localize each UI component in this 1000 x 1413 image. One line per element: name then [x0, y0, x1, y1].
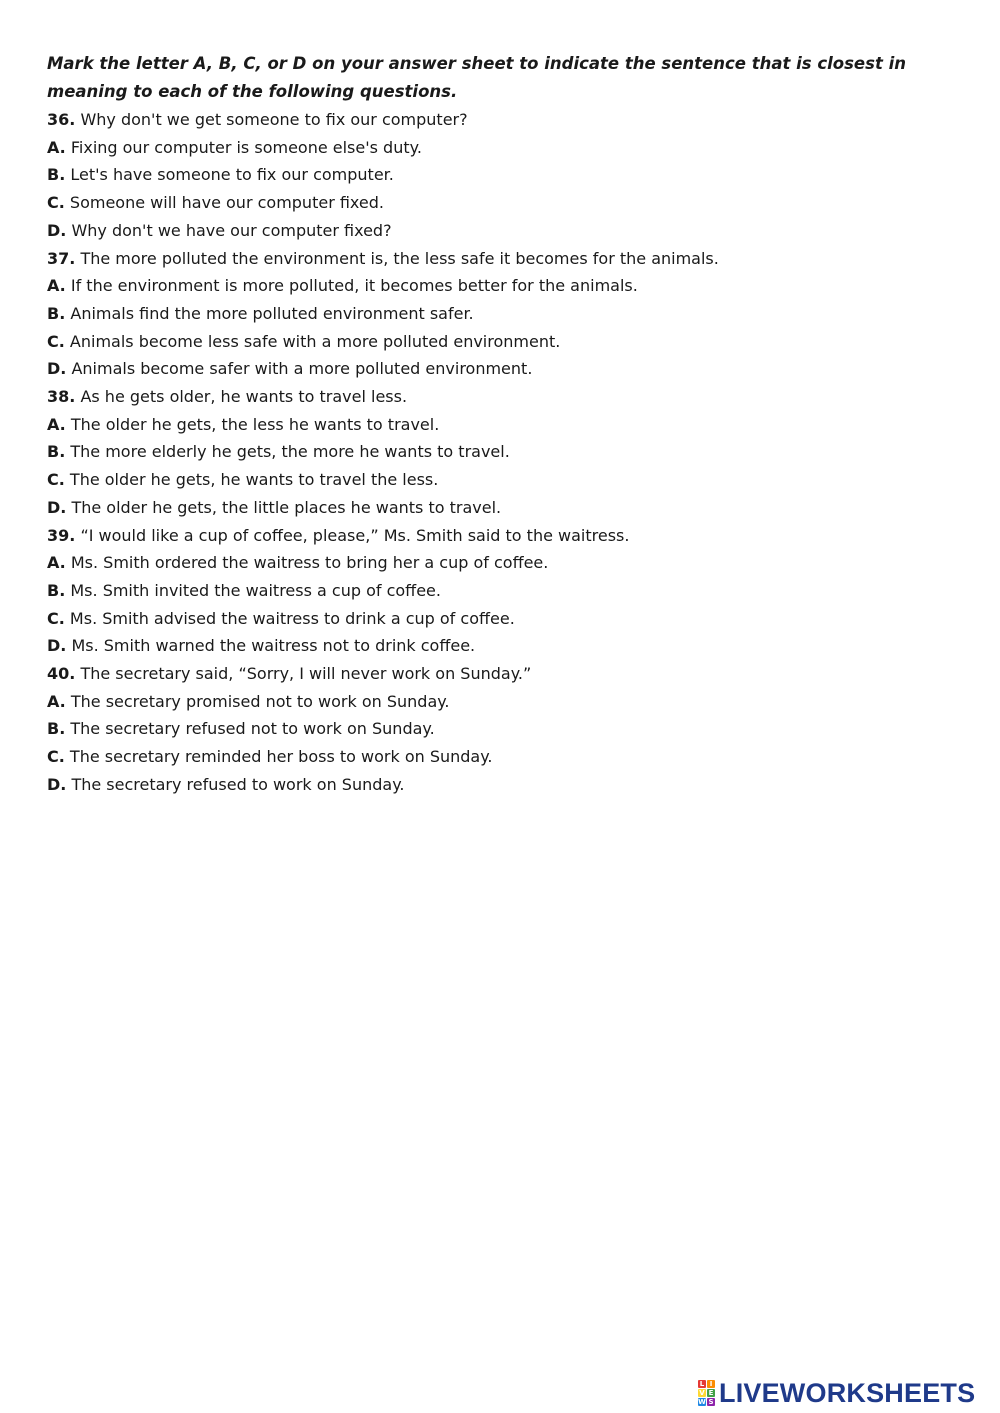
answer-option [47, 632, 957, 660]
question-number: 37. [47, 248, 76, 268]
question-number: 40. [47, 664, 76, 684]
answer-option [47, 494, 957, 522]
question-stem [47, 660, 957, 688]
option-text: Ms. Smith invited the waitress a cup of coffee. [70, 580, 441, 600]
option-text: The older he gets, he wants to travel the less. [69, 470, 439, 490]
worksheet-page [47, 50, 957, 799]
question-stem [47, 522, 957, 550]
answer-option [47, 355, 957, 383]
option-letter: B. [47, 719, 66, 739]
liveworksheets-logo[interactable] [698, 1377, 975, 1409]
answer-option [47, 688, 957, 716]
option-text: The older he gets, the little places he wants to travel. [71, 497, 502, 517]
option-text: Animals become less safe with a more polluted environment. [69, 331, 561, 351]
question-text: The more polluted the environment is, the less safe it becomes for the animals. [80, 248, 719, 268]
option-letter: B. [47, 303, 66, 323]
option-letter: C. [47, 470, 65, 490]
option-text: Ms. Smith advised the waitress to drink a cup of coffee. [69, 608, 515, 628]
answer-option [47, 577, 957, 605]
option-letter: C. [47, 331, 65, 351]
logo-tile: I [707, 1380, 715, 1388]
option-letter: B. [47, 442, 66, 462]
option-text: Why don't we have our computer fixed? [71, 220, 392, 240]
question-number: 36. [47, 110, 76, 129]
question-number: 39. [47, 525, 76, 545]
logo-tile: V [699, 1389, 705, 1397]
option-text: Animals find the more polluted environment safer. [70, 303, 474, 323]
logo-text: LIVEWORKSHEETS [719, 1377, 976, 1408]
option-text: Ms. Smith warned the waitress not to drink coffee. [71, 636, 476, 656]
answer-option [47, 743, 957, 771]
logo-tile: W [698, 1398, 706, 1406]
answer-option [47, 328, 957, 356]
option-text: The older he gets, the less he wants to travel. [70, 414, 440, 434]
answer-option [47, 438, 957, 466]
answer-option [47, 466, 957, 494]
answer-option [47, 605, 957, 633]
question-list [47, 106, 957, 799]
option-text: Animals become safer with a more polluted environment. [71, 359, 533, 379]
question-stem [47, 383, 957, 411]
option-letter: A. [47, 414, 66, 434]
option-text: Someone will have our computer fixed. [69, 193, 384, 213]
option-text: Let's have someone to fix our computer. [70, 165, 394, 185]
logo-tile: E [708, 1389, 714, 1397]
option-letter: A. [47, 553, 66, 573]
option-text: The secretary refused to work on Sunday. [71, 774, 405, 794]
option-letter: D. [47, 220, 67, 240]
option-letter: A. [47, 137, 66, 157]
option-letter: D. [47, 359, 67, 379]
question-text: “I would like a cup of coffee, please,” Ms. Smith said to the waitress. [80, 525, 630, 545]
option-letter: B. [47, 580, 66, 600]
option-text: The more elderly he gets, the more he wants to travel. [70, 442, 510, 462]
option-letter: A. [47, 276, 66, 296]
answer-option [47, 715, 957, 743]
answer-option [47, 217, 957, 245]
question-stem [47, 106, 957, 134]
option-text: The secretary refused not to work on Sunday. [70, 719, 435, 739]
logo-tile: S [708, 1398, 714, 1406]
logo-tile: L [699, 1380, 705, 1388]
answer-option [47, 411, 957, 439]
question-number: 38. [47, 387, 76, 407]
option-letter: B. [47, 165, 66, 185]
answer-option [47, 189, 957, 217]
option-letter: D. [47, 636, 67, 656]
option-text: Ms. Smith ordered the waitress to bring her a cup of coffee. [70, 553, 549, 573]
question-text: As he gets older, he wants to travel less. [80, 387, 408, 407]
option-letter: C. [47, 193, 65, 213]
question-text: Why don't we get someone to fix our computer? [80, 110, 468, 129]
option-letter: A. [47, 691, 66, 711]
instruction-text: Mark the letter A, B, C, or D on your answer sheet to indicate the sentence that is closest in meaning to each of the following questions. [47, 54, 906, 101]
answer-option [47, 549, 957, 577]
answer-option [47, 272, 957, 300]
option-letter: D. [47, 497, 67, 517]
option-letter: D. [47, 774, 67, 794]
option-letter: C. [47, 608, 65, 628]
question-text: The secretary said, “Sorry, I will never work on Sunday.” [80, 664, 532, 684]
option-letter: C. [47, 747, 65, 767]
answer-option [47, 771, 957, 799]
option-text: The secretary reminded her boss to work on Sunday. [69, 747, 493, 767]
answer-option [47, 161, 957, 189]
answer-option [47, 134, 957, 162]
option-text: Fixing our computer is someone else's duty. [70, 137, 422, 157]
option-text: If the environment is more polluted, it becomes better for the animals. [70, 276, 638, 296]
answer-option [47, 300, 957, 328]
logo-mark-icon [698, 1380, 715, 1406]
option-text: The secretary promised not to work on Sunday. [70, 691, 450, 711]
question-stem [47, 245, 957, 273]
